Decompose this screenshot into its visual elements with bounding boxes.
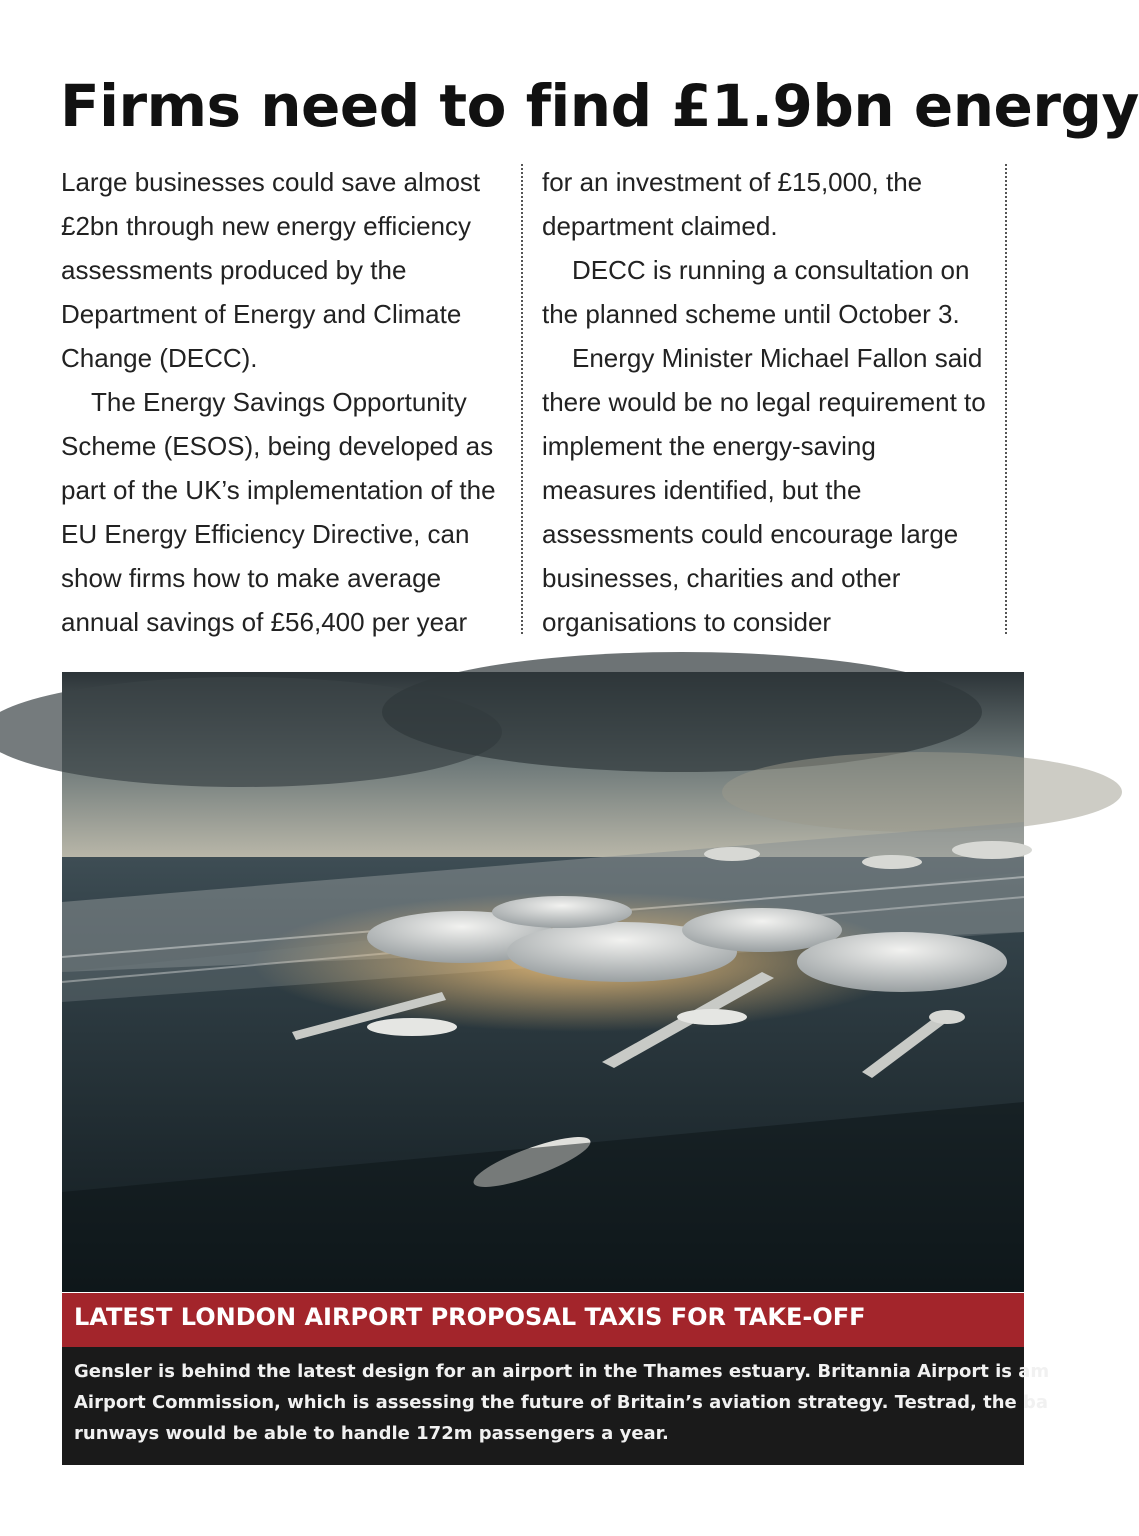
column-divider [521,164,523,634]
paragraph: Energy Minister Michael Fallon said there would be no legal requirement to implement the energy-saving measures identified, but the assessments could encourage large businesses, charities and other organisations to consider [542,343,986,637]
paragraph: The Energy Savings Opportunity Scheme (ESOS), being developed as part of the UK’s implementation of the EU Energy Efficiency Directive, can show firms how to make average annual savings of £56,400 per year [61,387,496,637]
paragraph: for an investment of £15,000, the department claimed. [542,167,923,241]
paragraph: Large businesses could save almost £2bn through new energy efficiency assessments produced by the Department of Energy and Climate Change (DECC). [61,167,481,373]
paragraph: DECC is running a consultation on the planned scheme until October 3. [542,255,970,329]
airport-photo [62,672,1024,1292]
column-divider [1005,164,1007,634]
caption-body [62,1347,1050,1465]
caption-line: Gensler is behind the latest design for an airport in the Thames estuary. Britannia Airport is am [74,1361,1050,1382]
airport-illustration [62,672,1024,1292]
body-column-2 [542,160,992,644]
headline: Firms need to find £1.9bn energy [60,72,1139,140]
caption-title-band [62,1293,1024,1347]
body-column-1 [61,160,506,644]
caption-line: Airport Commission, which is assessing the future of Britain’s aviation strategy. Testrad, the ba [74,1392,1049,1413]
caption-title: LATEST LONDON AIRPORT PROPOSAL TAXIS FOR TAKE-OFF [74,1303,866,1331]
caption-line: runways would be able to handle 172m passengers a year. [74,1423,669,1444]
